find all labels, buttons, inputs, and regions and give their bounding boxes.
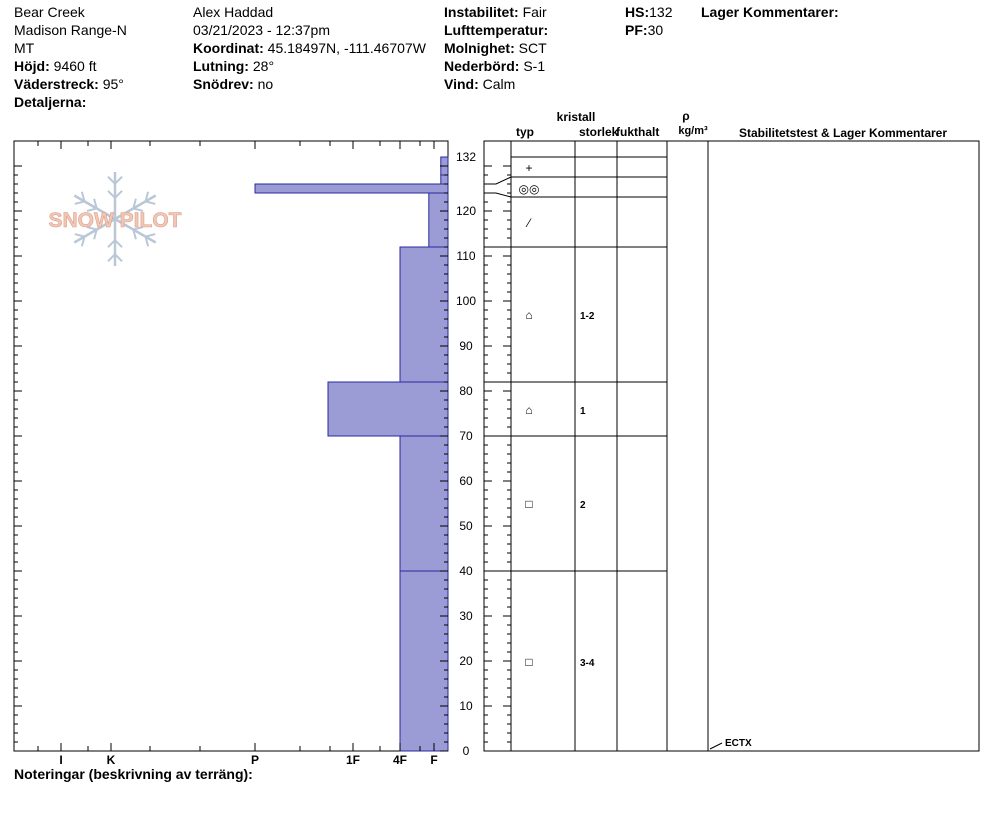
instability-value: Fair	[522, 4, 547, 20]
depth-tick-label: 70	[459, 429, 473, 443]
grain-type-symbol: ⁄	[527, 216, 531, 230]
notes-label: Noteringar (beskrivning av terräng):	[14, 766, 253, 782]
hardness-bar	[441, 175, 448, 184]
depth-tick-label: 40	[459, 564, 473, 578]
logo-text: SNOW PILOT	[48, 209, 182, 232]
col-header-type: typ	[516, 125, 534, 139]
depth-tick-label: 0	[462, 744, 470, 758]
snowdrift-value: no	[257, 76, 274, 92]
elevation-value: 9460 ft	[53, 58, 97, 74]
depth-tick-label: 100	[455, 294, 477, 308]
grain-type-symbol: ◎◎	[518, 182, 540, 196]
slope-label: Lutning:	[193, 58, 249, 74]
col-header-crystal: kristall	[556, 110, 596, 124]
snowdrift-label: Snödrev:	[193, 76, 254, 92]
col-header-density-unit: kg/m³	[678, 125, 708, 137]
snowflake-branch	[75, 201, 85, 204]
hardness-tick-label: P	[250, 753, 260, 767]
depth-tick-label: 90	[459, 339, 473, 353]
grain-size-label: 1-2	[580, 311, 595, 322]
depth-tick-label: 110	[456, 249, 476, 263]
wind-label: Vind:	[444, 76, 479, 92]
layer-comments-label: Lager Kommentarer:	[701, 4, 839, 20]
precip-value: S-1	[523, 58, 546, 74]
hardness-bar	[400, 247, 448, 382]
depth-tick-label: 50	[459, 519, 473, 533]
elevation-label: Höjd:	[14, 58, 50, 74]
coordinate-label: Koordinat:	[193, 40, 264, 56]
layer-connector	[484, 177, 511, 184]
details-label: Detaljerna:	[14, 94, 87, 110]
grain-size-label: 1	[580, 406, 586, 417]
hardness-tick-label: 1F	[345, 753, 361, 767]
depth-tick-label: 10	[459, 699, 473, 713]
hardness-tick-label: K	[106, 753, 116, 767]
col-header-rho: ρ	[682, 109, 690, 123]
slope-value: 28°	[252, 58, 275, 74]
grain-type-symbol: □	[525, 497, 533, 511]
grain-type-symbol: □	[525, 655, 533, 669]
hs-value: 132	[649, 4, 673, 20]
precip-label: Nederbörd:	[444, 58, 520, 74]
range-name: Madison Range-N	[14, 22, 127, 38]
sky-label: Molnighet:	[444, 40, 515, 56]
hardness-bar	[255, 184, 448, 193]
hardness-bars	[255, 157, 448, 751]
depth-tick-label: 120	[455, 204, 477, 218]
grain-type-symbol: +	[525, 161, 533, 175]
hardness-tick-label: I	[59, 753, 63, 767]
layer-connector	[484, 193, 511, 197]
hardness-axis	[38, 141, 438, 767]
table-depth-ticks	[484, 166, 511, 751]
grain-size-label: 2	[580, 500, 586, 511]
snowflake-branch	[146, 201, 156, 204]
wind-value: Calm	[482, 76, 516, 92]
depth-tick-label: 60	[459, 474, 473, 488]
airtemp-label: Lufttemperatur:	[444, 22, 549, 38]
depth-tick-label: 20	[459, 654, 473, 668]
location-name: Bear Creek	[14, 4, 85, 20]
coordinate-value: 45.18497N, -111.46707W	[267, 40, 426, 56]
snowflake-branch	[146, 234, 156, 237]
datetime: 03/21/2023 - 12:37pm	[193, 22, 330, 38]
depth-tick-label: 80	[459, 384, 473, 398]
stability-test-leader	[710, 743, 722, 749]
hardness-plot-frame	[14, 141, 448, 751]
stability-test-label: ECTX	[725, 738, 752, 749]
snowpilot-logo	[49, 172, 182, 266]
depth-tick-label: 132	[455, 150, 477, 164]
depth-tick-label: 30	[459, 609, 473, 623]
aspect-value: 95°	[102, 76, 124, 92]
col-header-moisture: fukthalt	[616, 125, 660, 139]
hs-label: HS:	[625, 4, 650, 20]
pf-value: 30	[647, 22, 664, 38]
grain-type-symbol: ⌂	[525, 308, 533, 322]
grain-type-symbol: ⌂	[525, 403, 533, 417]
state-name: MT	[14, 40, 35, 56]
grain-size-label: 3-4	[580, 658, 595, 669]
sky-value: SCT	[518, 40, 547, 56]
stability-tests	[710, 738, 752, 749]
instability-label: Instabilitet:	[444, 4, 519, 20]
hardness-tick-label: 4F	[392, 753, 408, 767]
aspect-label: Väderstreck:	[14, 76, 99, 92]
hardness-bar	[400, 436, 448, 571]
pf-label: PF:	[625, 22, 648, 38]
col-header-size: storlek	[579, 125, 619, 139]
snowflake-branch	[75, 234, 85, 237]
layer-table-frame	[484, 141, 979, 751]
observer-name: Alex Haddad	[193, 4, 274, 20]
hardness-tick-label: F	[430, 753, 438, 767]
col-header-stability: Stabilitetstest & Lager Kommentarer	[738, 126, 948, 140]
hardness-bar	[328, 382, 448, 436]
